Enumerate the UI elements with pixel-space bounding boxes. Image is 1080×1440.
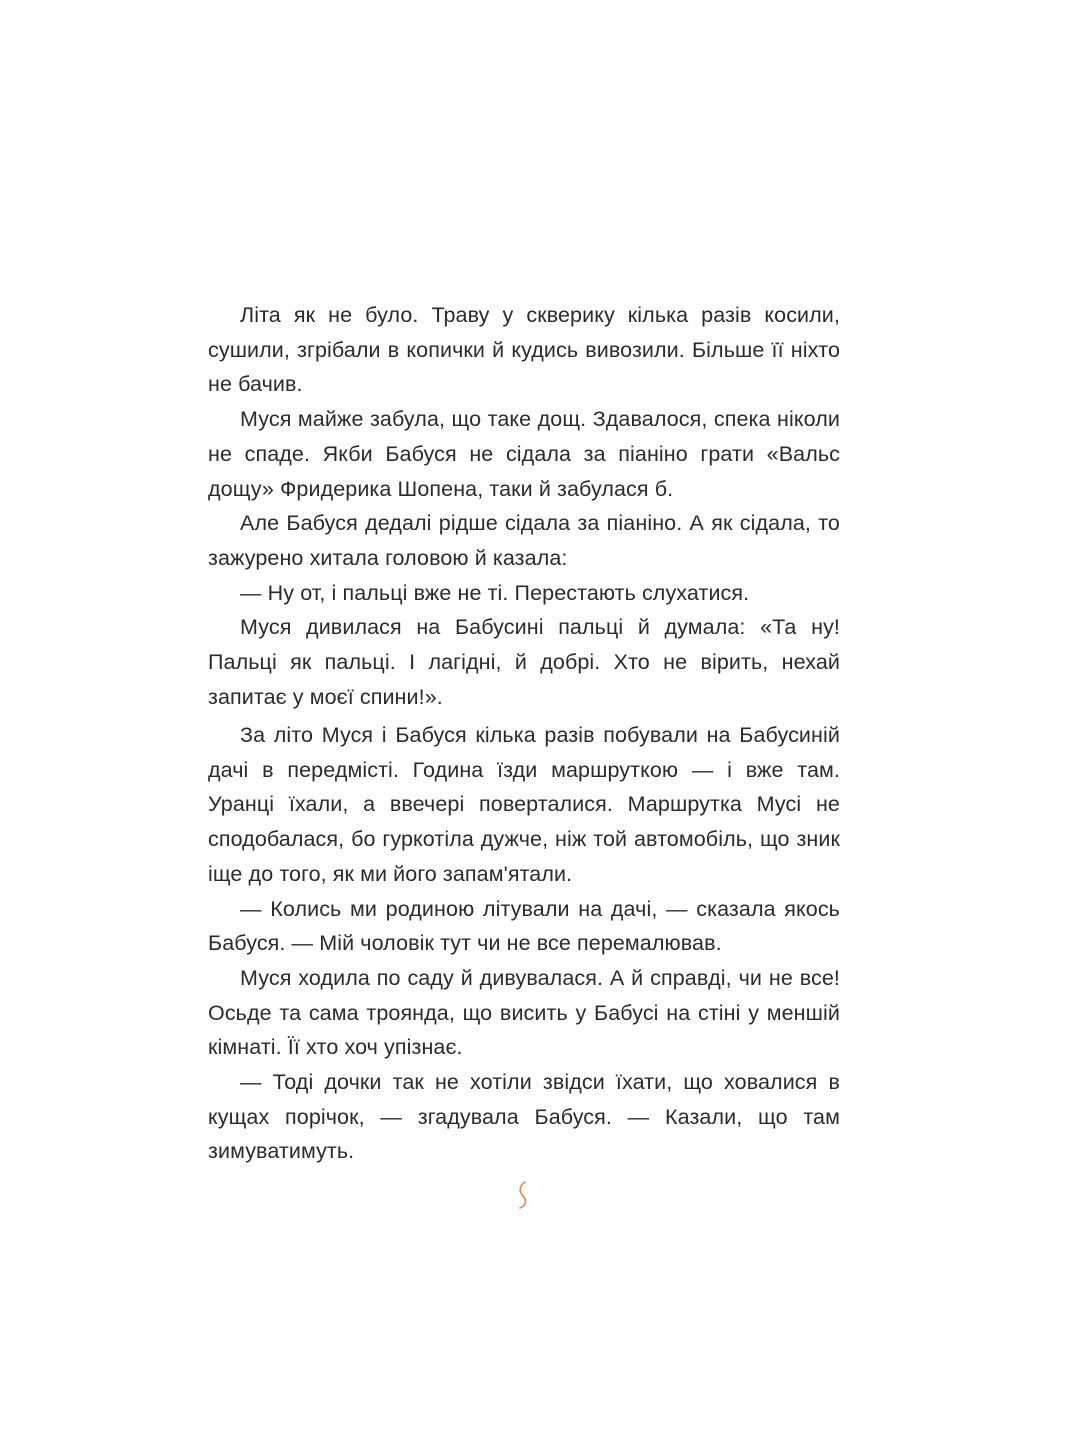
paragraph: Муся дивилася на Бабусині пальці й думала: «Та ну! Пальці як пальці. І лагідні, й добрі. Хто не вірить, нехай запитає у моєї спини!».	[208, 615, 840, 709]
paragraph: Муся майже забула, що таке дощ. Здавалося, спека ніколи не спаде. Якби Бабуся не сідала за піаніно грати «Вальс дощу» Фридерика Шопена, таки й забулася б.	[208, 407, 840, 501]
paragraph: За літо Муся і Бабуся кілька разів побували на Бабусиній дачі в передмісті. Година їзди маршруткою — і вже там. Уранці їхали, а ввечері поверталися. Маршрутка Мусі не сподобалася, бо гуркотіла дужче, ніж той автомобіль, що зник іще до того, як ми його запам'ятали.	[208, 723, 840, 886]
text-section-2	[208, 718, 840, 1169]
paragraph: Муся ходила по саду й дивувалася. А й справді, чи не все! Осьде та сама троянда, що висить у Бабусі на стіні у меншій кімнаті. Її хто хоч упізнає.	[208, 965, 840, 1060]
paragraph: Літа як не було. Траву у скверику кілька разів косили, сушили, згрібали в копички й кудись вивозили. Більше її ніхто не бачив.	[208, 303, 840, 397]
text-section-1	[208, 298, 840, 714]
paragraph: Але Бабуся дедалі рідше сідала за піаніно. А як сідала, то зажурено хитала головою й казала:	[208, 511, 840, 570]
page-ornament-icon	[516, 1180, 530, 1210]
paragraph: — Ну от, і пальці вже не ті. Перестають слухатися.	[240, 580, 750, 605]
paragraph: — Колись ми родиною літували на дачі, — сказала якось Бабуся. — Мій чоловік тут чи не все перемалював.	[208, 896, 840, 956]
paragraph: — Тоді дочки так не хотіли звідси їхати, що ховалися в кущах порічок, — згадувала Бабуся. — Казали, що там зимуватимуть.	[208, 1070, 840, 1164]
